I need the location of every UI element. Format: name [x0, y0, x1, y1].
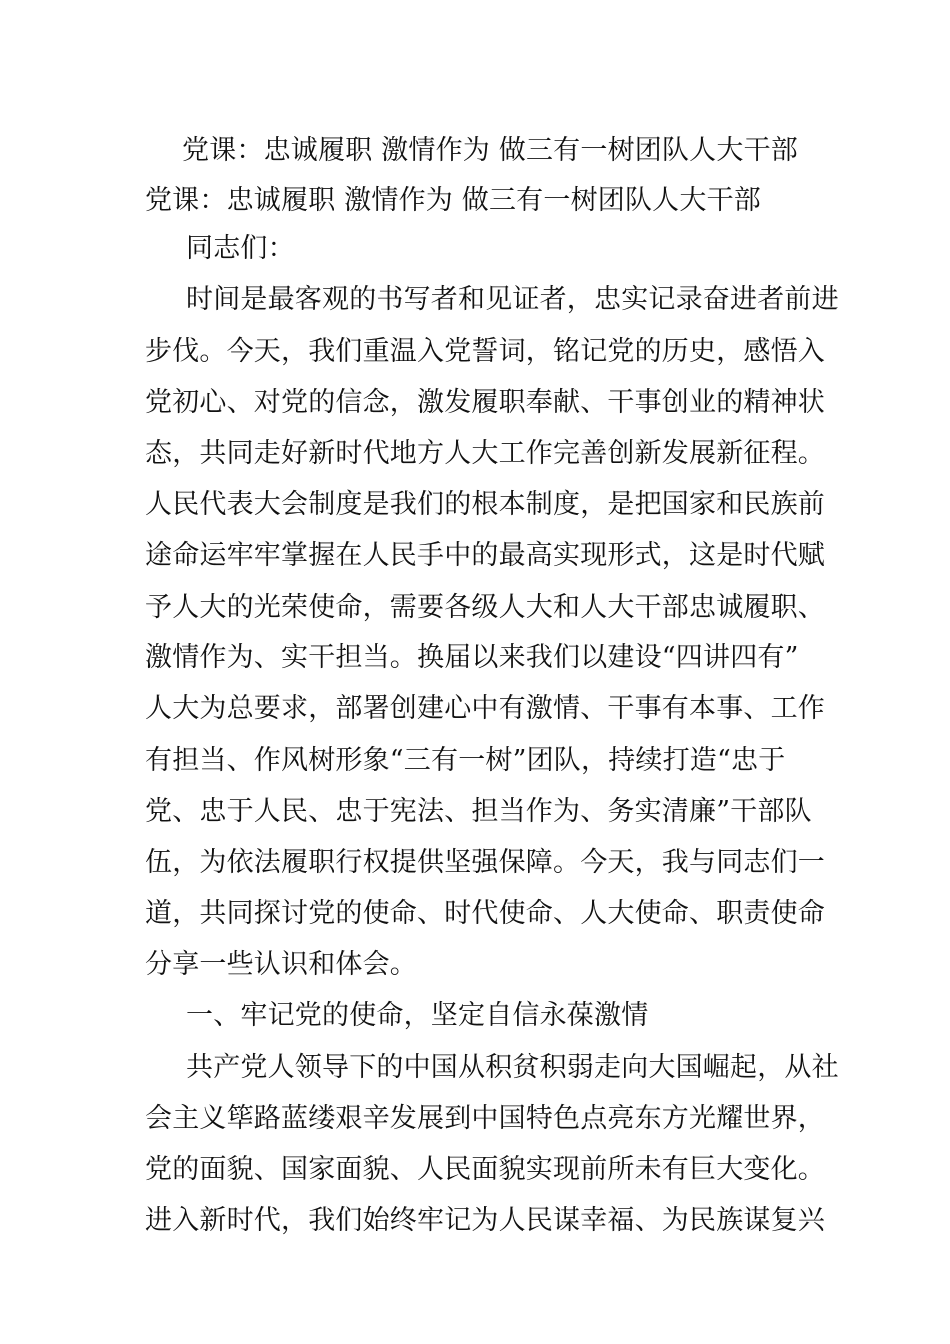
paragraph-line: 会主义筚路蓝缕艰辛发展到中国特色点亮东方光耀世界， — [145, 1103, 825, 1134]
paragraph-line: 进入新时代，我们始终牢记为人民谋幸福、为民族谋复兴 — [145, 1205, 825, 1236]
salutation: 同志们： — [186, 233, 295, 264]
paragraph-line: 共产党人领导下的中国从积贫积弱走向大国崛起，从社 — [186, 1052, 839, 1083]
paragraph-line: 激情作为、实干担当。换届以来我们以建设“四讲四有” — [145, 642, 799, 673]
paragraph-line: 态，共同走好新时代地方人大工作完善创新发展新征程。 — [145, 438, 825, 469]
paragraph-line: 人大为总要求，部署创建心中有激情、干事有本事、工作 — [145, 693, 825, 724]
paragraph-line: 予人大的光荣使命，需要各级人大和人大干部忠诚履职、 — [145, 592, 825, 623]
paragraph-line: 有担当、作风树形象“三有一树”团队，持续打造“忠于 — [145, 745, 786, 776]
paragraph-line: 途命运牢牢掌握在人民手中的最高实现形式，这是时代赋 — [145, 540, 825, 571]
paragraph-line: 党、忠于人民、忠于宪法、担当作为、务实清廉”干部队 — [145, 796, 812, 827]
paragraph-line: 党的面貌、国家面貌、人民面貌实现前所未有巨大变化。 — [145, 1154, 825, 1185]
paragraph-line: 时间是最客观的书写者和见证者，忠实记录奋进者前进 — [186, 284, 839, 315]
paragraph-line: 步伐。今天，我们重温入党誓词，铭记党的历史，感悟入 — [145, 336, 825, 367]
document-title: 党课：忠诚履职 激情作为 做三有一树团队人大干部 — [182, 135, 798, 166]
document-subtitle: 党课：忠诚履职 激情作为 做三有一树团队人大干部 — [145, 185, 761, 216]
paragraph-line: 伍，为依法履职行权提供坚强保障。今天，我与同志们一 — [145, 847, 825, 878]
paragraph-line: 人民代表大会制度是我们的根本制度，是把国家和民族前 — [145, 489, 825, 520]
paragraph-line: 分享一些认识和体会。 — [145, 949, 417, 980]
section-heading: 一、牢记党的使命，坚定自信永葆激情 — [186, 1000, 649, 1031]
paragraph-line: 道，共同探讨党的使命、时代使命、人大使命、职责使命 — [145, 898, 825, 929]
paragraph-line: 党初心、对党的信念，激发履职奉献、干事创业的精神状 — [145, 387, 825, 418]
